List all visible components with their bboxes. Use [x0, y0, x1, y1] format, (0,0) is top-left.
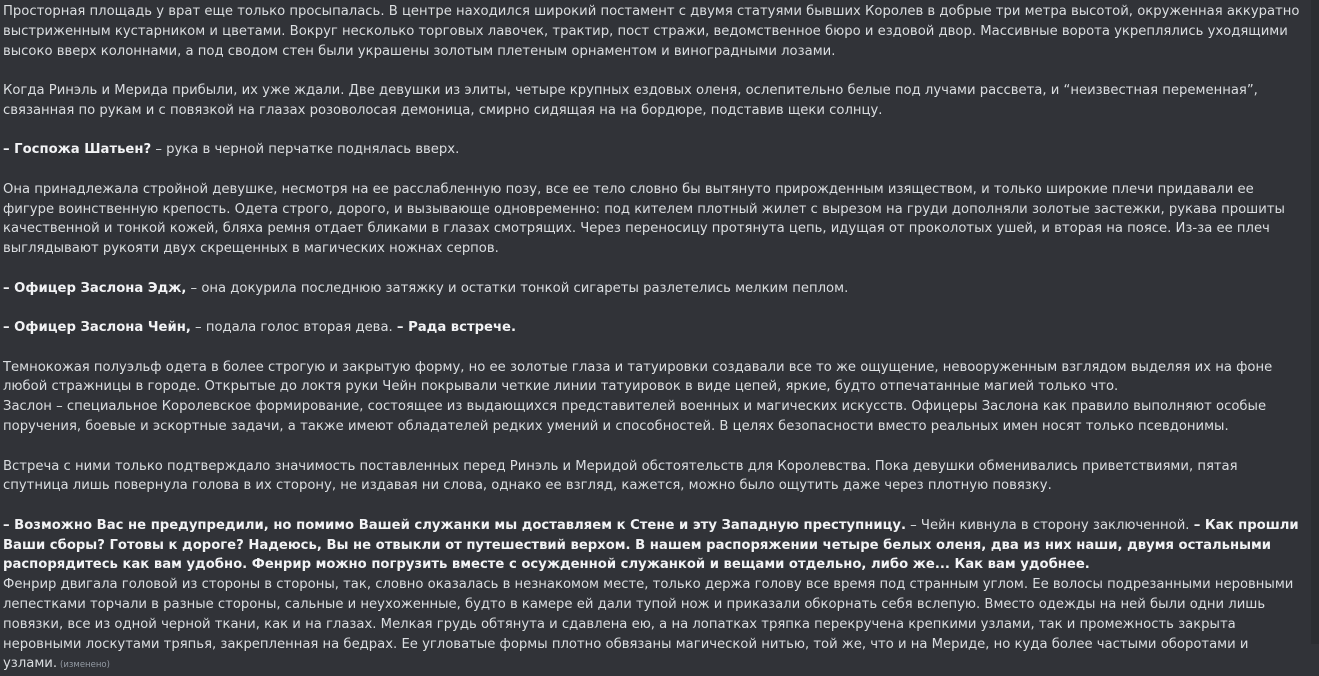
dialogue-bold-text: – Офицер Заслона Чейн,	[3, 320, 191, 336]
dialogue-bold-text: – Как прошли Ваши сборы? Готовы к дороге? Надеюсь, Вы не отвыкли от путешествий верхом. В нашем распоряжении четыре белых оленя, два из них наши, двумя остальными распорядитесь как вам удобно. Фенрир можно погрузить вместе с осужденной служанкой и вещами отдельно, либо же... Как вам удобнее.	[3, 517, 1299, 573]
dialogue-text: – Чейн кивнула в сторону заключенной.	[905, 517, 1194, 533]
dialogue-bold-text: – Рада встрече.	[396, 320, 517, 336]
dialogue-text: – подала голос вторая дева.	[190, 320, 397, 336]
message-paragraph	[3, 516, 1303, 575]
message-paragraph: Когда Ринэль и Мерида прибыли, их уже ждали. Две девушки из элиты, четыре крупных ездовых оленя, ослепительно белые под лучами рассвета, и “неизвестная переменная”, связанная по рукам и с повязкой на глазах розоволосая демоница, смирно сидящая на на бордюре, подставив щеки солнцу.	[3, 83, 1258, 118]
message-paragraph: Она принадлежала стройной девушке, несмотря на ее расслабленную позу, все ее тело словно бы вытянуто прирожденным изяществом, и только широкие плечи придавали ее фигуре воинственную крепость. Одета строго, дорого, и вызывающе одновременно: под кителем плотный жилет с вырезом на груди дополняли золотые застежки, рукава прошиты качественной и тонкой кожей, бляха ремня отдает бликами в глазах смотрящих. Через переносицу протянута цепь, идущая от проколотых ушей, и вторая на поясе. Из-за ее плеч выглядывают рукояти двух скрещенных в магических ножнах серпов.	[3, 181, 1285, 257]
message-paragraph	[3, 575, 1303, 676]
dialogue-bold-text: – Офицер Заслона Эдж,	[3, 280, 187, 296]
message-content[interactable]	[3, 2, 1303, 676]
message-paragraph: Встреча с ними только подтверждало значимость поставленных перед Ринэль и Меридой обстоятельств для Королевства. Пока девушки обменивались приветствиями, пятая спутница лишь повернула голова в их сторону, не издавая ни слова, однако ее взгляд, кажется, можно было ощутить даже через плотную повязку.	[3, 458, 1238, 494]
dialogue-text: – рука в черной перчатке поднялась вверх.	[151, 142, 460, 158]
message-paragraph	[3, 140, 1303, 160]
edited-indicator[interactable]: (изменено)	[60, 660, 110, 671]
message-paragraph: Просторная площадь у врат еще только просыпалась. В центре находился широкий постамент с двумя статуями бывших Королев в добрые три метра высотой, окруженная аккуратно выстриженным кустарником и цветами. Вокруг несколько торговых лавочек, трактир, пост стражи, ведомственное бюро и ездовой двор. Массивные ворота укреплялись уходящими высоко вверх колоннами, а под сводом стен были украшены золотым плетеным орнаментом и виноградными лозами.	[3, 4, 1300, 59]
dialogue-text: – она докурила последнюю затяжку и остатки тонкой сигареты разлетелись мелким пеплом.	[186, 280, 849, 296]
message-paragraph	[3, 279, 1303, 299]
message-paragraph	[3, 318, 1303, 338]
dialogue-bold-text: – Возможно Вас не предупредили, но помимо Вашей служанки мы доставляем к Стене и эту Западную преступницу.	[3, 517, 906, 533]
message-paragraph: Темнокожая полуэльф одета в более строгую и закрытую форму, но ее золотые глаза и татуировки создавали все то же ощущение, невооруженным взглядом выделяя их на фоне любой стражницы в городе. Открытые до локтя руки Чейн покрывали четкие линии татуировок в виде цепей, яркие, будто отпечатанные магией только что.	[3, 359, 1273, 395]
scrollbar-track[interactable]	[1311, 0, 1319, 644]
paragraph-text: Фенрир двигала головой из стороны в стороны, так, словно оказалась в незнакомом месте, только держа голову все время под странным углом. Ее волосы подрезанными неровными лепестками торчали в разные стороны, сальные и неухоженные, будто в камере ей дали тупой нож и приказали обкорнать себя вслепую. Вместо одежды на ней были одни лишь повязки, все из одной черной ткани, как и на глазах. Мелкая грудь обтянута и сдавлена ею, а на лопатках тряпка перекручена крепкими узлами, так и промежность закрыта неровными лоскутами тряпья, закрепленная на бедрах. Ее угловатые формы плотно обвязаны магической нитью, той же, что и на Мериде, но куда более частыми оборотами и узлами.	[3, 577, 1294, 672]
message-paragraph: Заслон – специальное Королевское формирование, состоящее из выдающихся представителей военных и магических искусств. Офицеры Заслона как правило выполняют особые поручения, боевые и эскортные задачи, а также имеют обладателей редких умений и способностей. В целях безопасности вместо реальных имен носят только псевдонимы.	[3, 399, 1267, 435]
dialogue-bold-text: – Госпожа Шатьен?	[3, 142, 152, 158]
